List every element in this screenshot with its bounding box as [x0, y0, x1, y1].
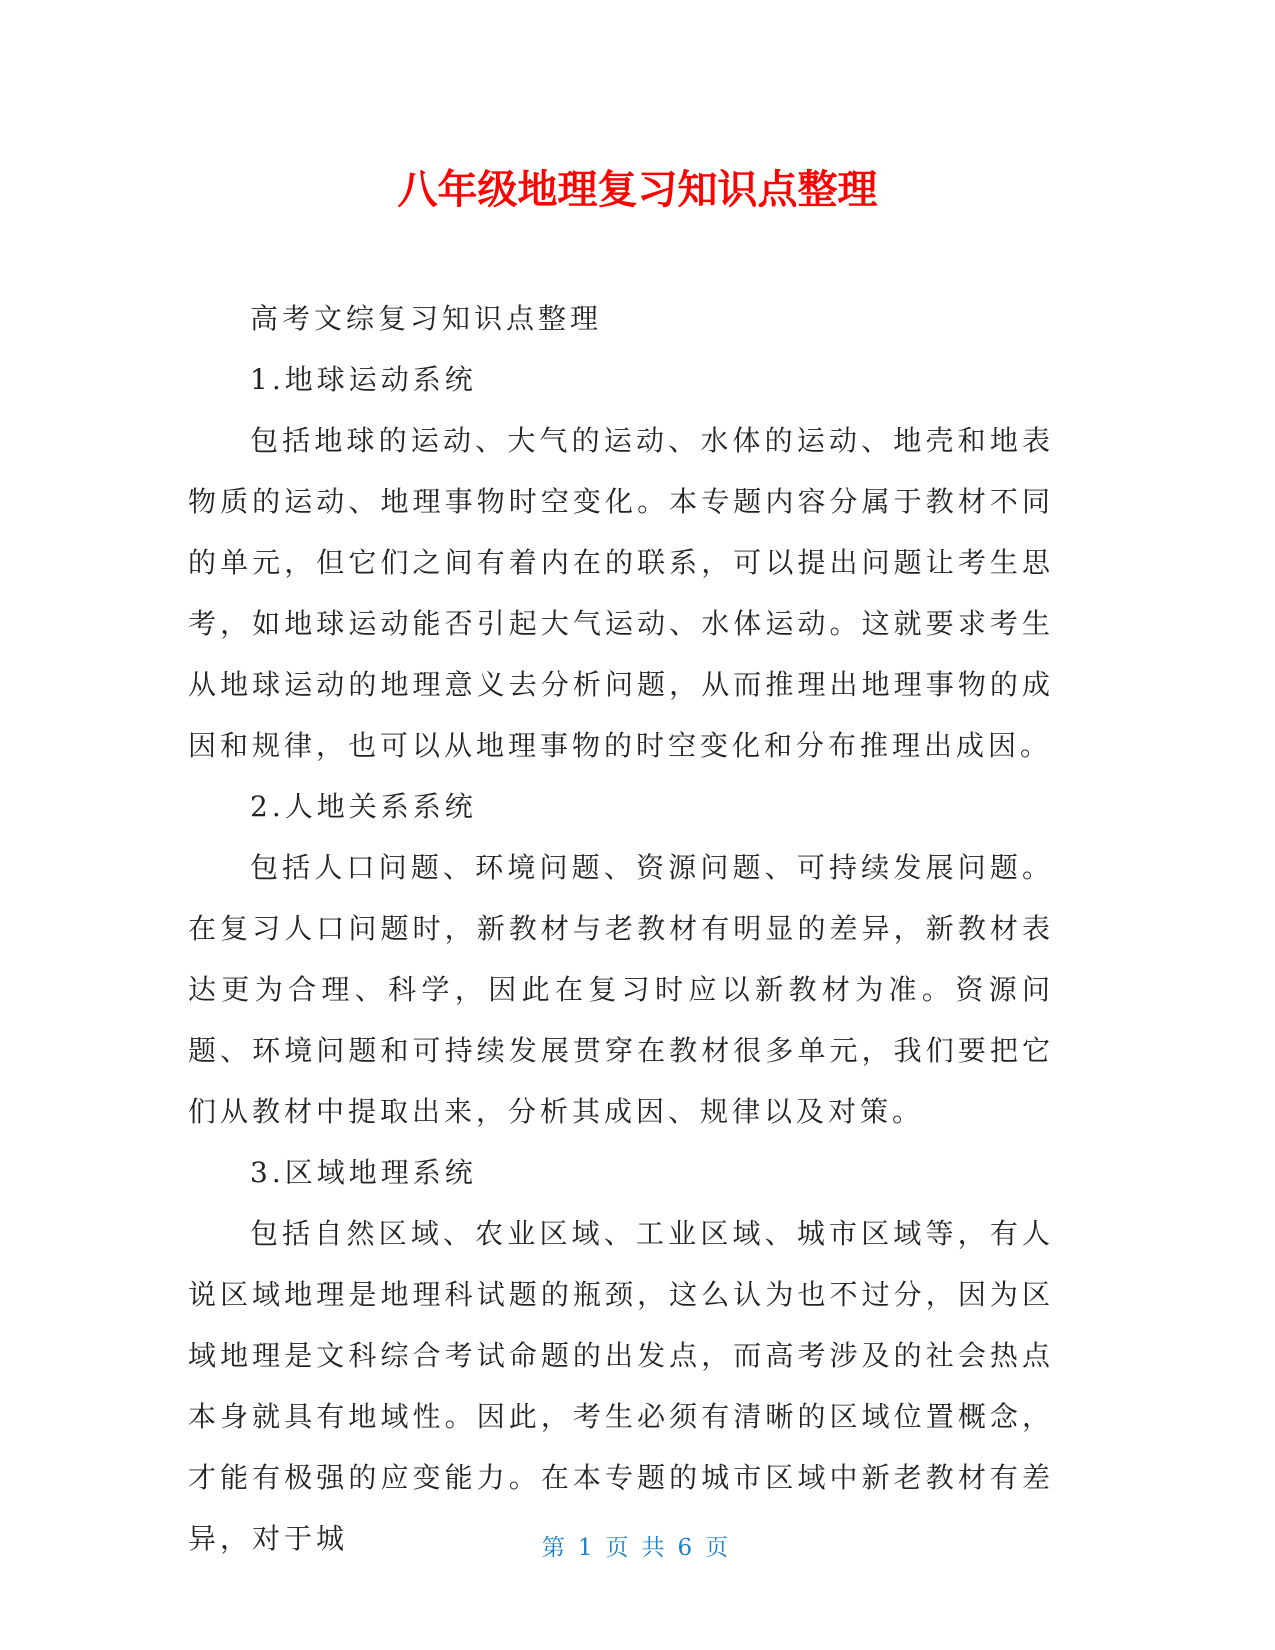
footer-page-prefix: 第: [541, 1535, 570, 1561]
section-heading-regional: 3.区域地理系统: [250, 1156, 477, 1189]
footer-page-mid: 页: [605, 1535, 634, 1561]
footer-total-prefix: 共: [641, 1535, 670, 1561]
paragraph-earth-motion: 包括地球的运动、大气的运动、水体的运动、地壳和地表物质的运动、地理事物时空变化。本专题内容分属于教材不同的单元，但它们之间有着内在的联系，可以提出问题让考生思考，如地球运动能否引起大气运动、水体运动。这就要求考生从地球运动的地理意义去分析问题，从而推理出地理事物的成因和规律，也可以从地理事物的时空变化和分布推理出成因。: [188, 424, 1054, 762]
paragraph-human-land: 包括人口问题、环境问题、资源问题、可持续发展问题。在复习人口问题时，新教材与老教材有明显的差异，新教材表达更为合理、科学，因此在复习时应以新教材为准。资源问题、环境问题和可持续发展贯穿在教材很多单元，我们要把它们从教材中提取出来，分析其成因、规律以及对策。: [188, 851, 1054, 1128]
section-heading-human-land: 2.人地关系系统: [250, 790, 477, 823]
paragraph-heading-intro: 高考文综复习知识点整理: [250, 302, 603, 335]
section-heading-earth-motion: 1.地球运动系统: [250, 363, 477, 396]
page-footer: [0, 1532, 1275, 1564]
document-title: 八年级地理复习知识点整理: [397, 167, 878, 213]
document-body: [188, 288, 1054, 1569]
footer-page-suffix: 页: [705, 1535, 734, 1561]
paragraph-regional: 包括自然区域、农业区域、工业区域、城市区域等，有人说区域地理是地理科试题的瓶颈，这么认为也不过分，因为区域地理是文科综合考试命题的出发点，而高考涉及的社会热点本身就具有地域性。因此，考生必须有清晰的区域位置概念，才能有极强的应变能力。在本专题的城市区域中新老教材有差异，对于城: [188, 1217, 1054, 1555]
footer-total-pages: 6: [677, 1535, 698, 1561]
footer-current-page: 1: [577, 1535, 598, 1561]
